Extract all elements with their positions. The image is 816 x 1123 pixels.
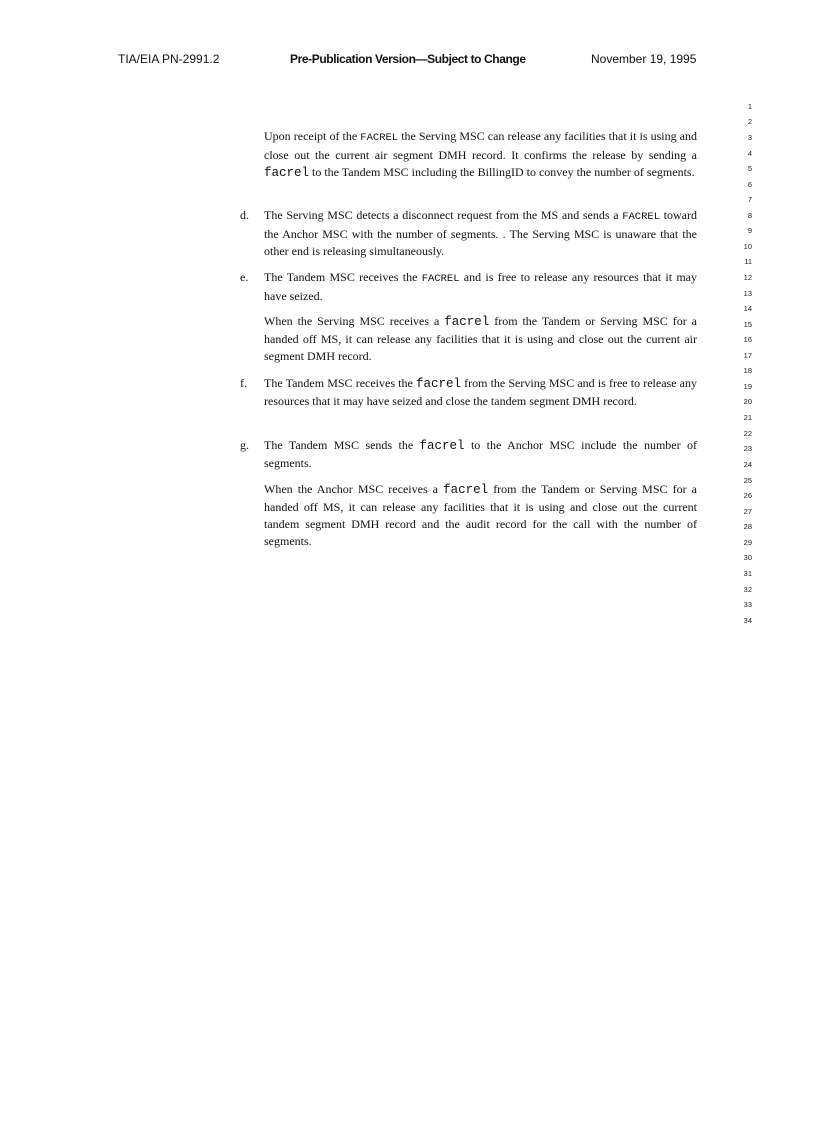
- list-marker: e.: [240, 270, 249, 284]
- list-item-f: [264, 375, 697, 410]
- text-run: toward the Anchor MSC with the number of segments. . The Serving MSC is unaware that the other end is releasing simultaneously.: [264, 208, 697, 258]
- line-number: 31: [743, 569, 752, 578]
- line-number: 5: [747, 164, 752, 173]
- message-name: facrel: [419, 439, 465, 453]
- line-number: 32: [743, 585, 752, 594]
- line-number: 13: [743, 289, 752, 298]
- paragraph-serving-release: [264, 128, 697, 182]
- text-run: and is free to release any resources that it may have seized.: [264, 270, 698, 303]
- list-marker: g.: [240, 438, 249, 452]
- text-run: from the Serving MSC and is free to release any resources that it may have seized and close the tandem segment DMH record.: [264, 376, 697, 408]
- text-run: When the Serving MSC receives a: [264, 314, 445, 328]
- line-number: 4: [747, 149, 752, 158]
- line-number: 6: [747, 180, 752, 189]
- message-name: facrel: [444, 315, 490, 329]
- line-number: 24: [743, 460, 752, 469]
- text-run: to the Anchor MSC include the number of segments.: [264, 438, 697, 470]
- line-number: 23: [743, 444, 752, 453]
- document-date: November 19, 1995: [591, 52, 697, 66]
- line-number: 15: [743, 320, 752, 329]
- text-run: The Tandem MSC receives the: [264, 270, 422, 284]
- line-number: 19: [743, 382, 752, 391]
- message-name: facrel: [264, 166, 310, 180]
- line-number: 2: [747, 117, 752, 126]
- list-item-d: [264, 207, 697, 260]
- paragraph-anchor-receives: [264, 481, 697, 550]
- line-number: 28: [743, 522, 752, 531]
- message-name: facrel: [415, 377, 461, 391]
- text-run: Upon receipt of the: [264, 129, 361, 143]
- paragraph-serving-receives: [264, 313, 697, 365]
- text-run: The Tandem MSC sends the: [264, 438, 420, 452]
- line-number: 20: [743, 397, 752, 406]
- message-name: FACREL: [421, 273, 460, 285]
- line-number: 21: [743, 413, 752, 422]
- list-item-g: [264, 437, 697, 472]
- version-notice: Pre-Publication Version—Subject to Change: [290, 52, 526, 66]
- line-number: 8: [747, 211, 752, 220]
- line-number: 12: [743, 273, 752, 282]
- text-run: to the Tandem MSC including the BillingID to convey the number of segments.: [309, 165, 695, 179]
- list-marker: d.: [240, 208, 249, 222]
- line-number: 17: [743, 351, 752, 360]
- text-run: When the Anchor MSC receives a: [264, 482, 444, 496]
- line-number: 14: [743, 304, 752, 313]
- line-number: 16: [743, 335, 752, 344]
- text-run: The Serving MSC detects a disconnect request from the MS and sends a: [264, 208, 623, 222]
- message-name: FACREL: [622, 211, 661, 223]
- line-number: 30: [743, 553, 752, 562]
- line-number: 18: [743, 366, 752, 375]
- line-number: 25: [743, 476, 752, 485]
- list-item-e: [264, 269, 697, 305]
- message-name: facrel: [443, 483, 489, 497]
- text-run: from the Tandem or Serving MSC for a handed off MS, it can release any facilities that it is using and close out the current tandem segment DMH record and the audit record for the call with the number of segments.: [264, 482, 697, 548]
- text-run: the Serving MSC can release any facilities that it is using and close out the current air segment DMH record. It confirms the release by sending a: [264, 129, 698, 162]
- line-number: 1: [747, 102, 752, 111]
- document-id: TIA/EIA PN-2991.2: [118, 52, 220, 66]
- line-number: 10: [743, 242, 752, 251]
- message-name: FACREL: [360, 132, 399, 144]
- text-run: from the Tandem or Serving MSC for a handed off MS, it can release any facilities that it is using and close out the current air segment DMH record.: [264, 314, 697, 363]
- line-number: 11: [744, 257, 752, 266]
- line-number: 22: [743, 429, 752, 438]
- line-number: 34: [743, 616, 752, 625]
- line-number: 26: [743, 491, 752, 500]
- list-marker: f.: [240, 376, 247, 390]
- line-number: 7: [747, 195, 752, 204]
- line-number: 9: [747, 226, 752, 235]
- line-number: 3: [747, 133, 752, 142]
- line-number: 29: [743, 538, 752, 547]
- line-number: 27: [743, 507, 752, 516]
- line-number: 33: [743, 600, 752, 609]
- text-run: The Tandem MSC receives the: [264, 376, 416, 390]
